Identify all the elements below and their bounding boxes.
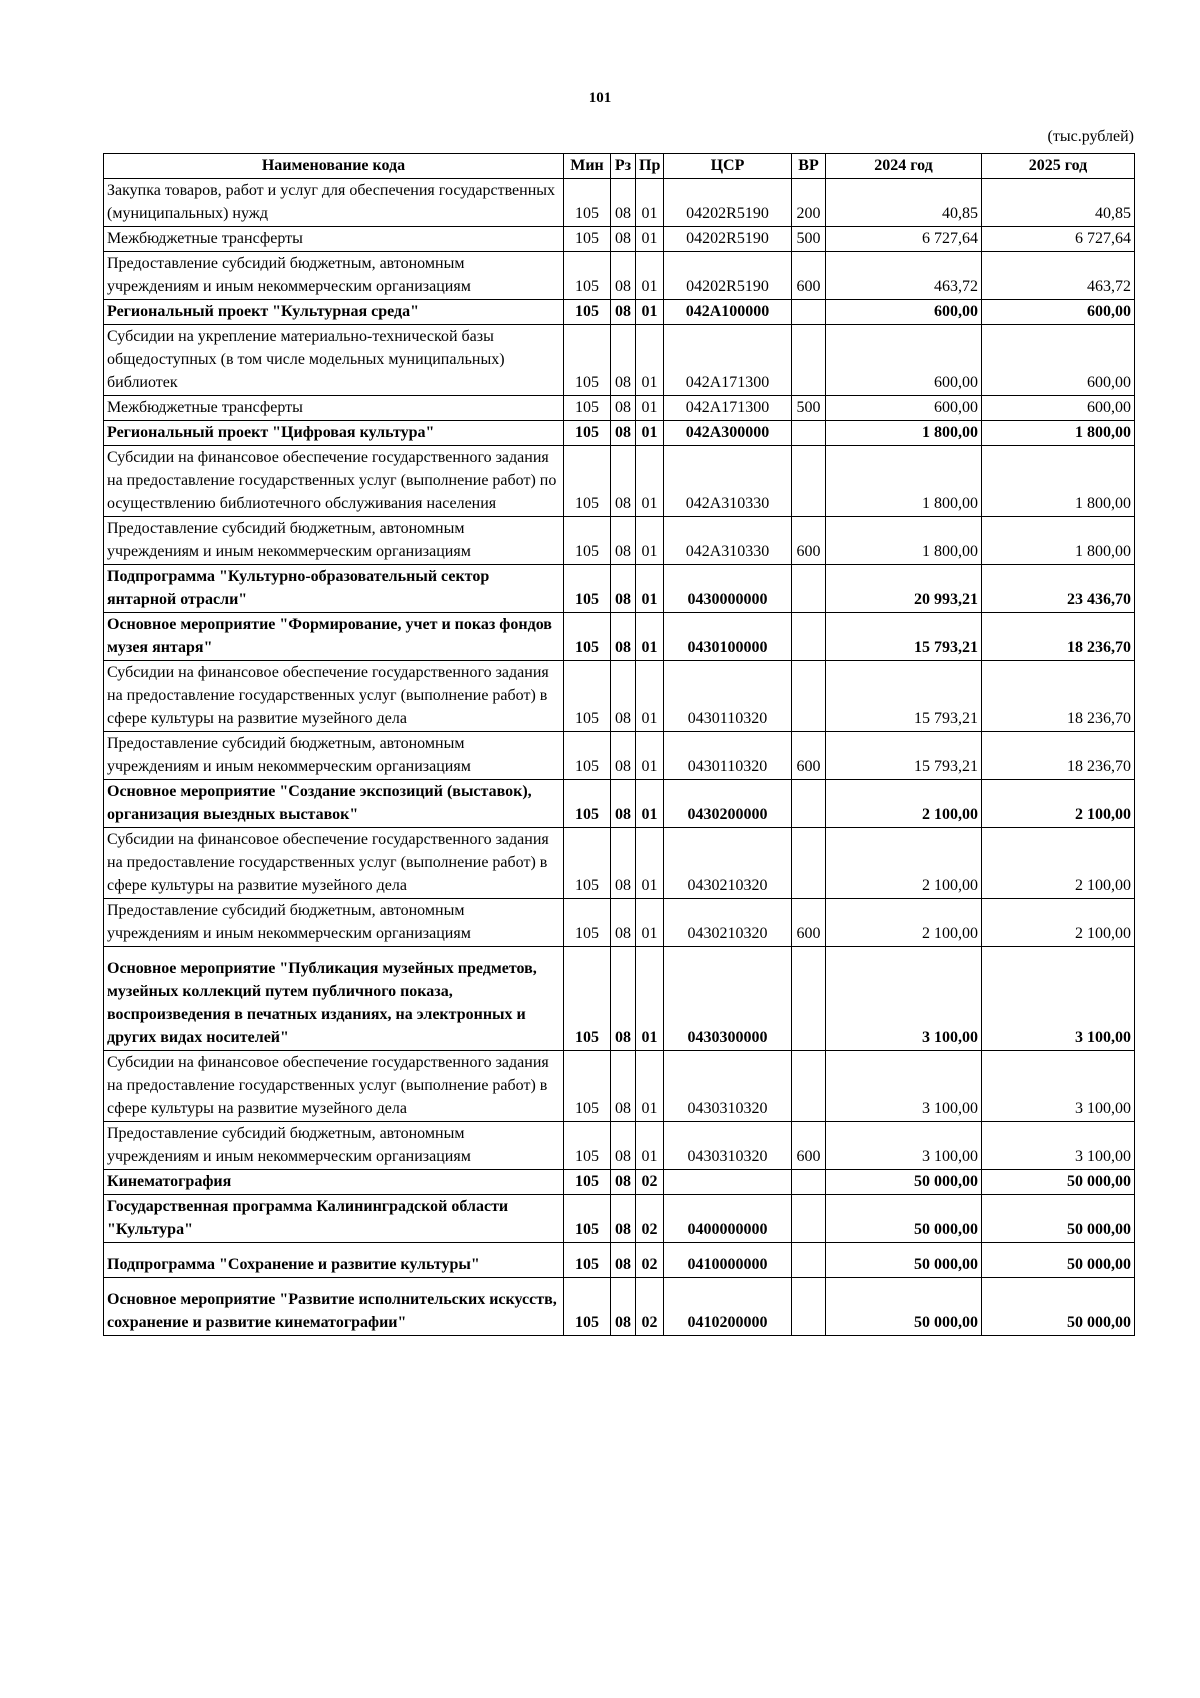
cell-rz: 08 [611, 1278, 636, 1336]
cell-2024: 15 793,21 [826, 732, 982, 780]
cell-vr: 600 [792, 1122, 826, 1170]
cell-2025: 2 100,00 [982, 780, 1135, 828]
cell-csr: 042A100000 [664, 300, 792, 325]
cell-pr: 01 [636, 661, 664, 732]
cell-name: Основное мероприятие "Развитие исполнительских искусств, сохранение и развитие кинематографии" [104, 1278, 564, 1336]
cell-2025: 2 100,00 [982, 828, 1135, 899]
cell-pr: 01 [636, 1122, 664, 1170]
cell-pr: 01 [636, 732, 664, 780]
cell-csr: 0430110320 [664, 732, 792, 780]
cell-name: Предоставление субсидий бюджетным, автономным учреждениям и иным некоммерческим организациям [104, 517, 564, 565]
cell-pr: 02 [636, 1278, 664, 1336]
cell-csr: 0410200000 [664, 1278, 792, 1336]
header-vr: ВР [792, 154, 826, 179]
cell-vr [792, 1243, 826, 1278]
cell-2024: 50 000,00 [826, 1278, 982, 1336]
cell-2024: 1 800,00 [826, 517, 982, 565]
cell-csr: 042A300000 [664, 421, 792, 446]
cell-rz: 08 [611, 517, 636, 565]
cell-min: 105 [564, 828, 611, 899]
cell-2024: 463,72 [826, 252, 982, 300]
cell-vr [792, 947, 826, 1051]
cell-2025: 3 100,00 [982, 1051, 1135, 1122]
cell-2025: 23 436,70 [982, 565, 1135, 613]
cell-name: Основное мероприятие "Формирование, учет и показ фондов музея янтаря" [104, 613, 564, 661]
cell-rz: 08 [611, 613, 636, 661]
table-row [104, 1051, 1135, 1122]
cell-csr: 042A171300 [664, 325, 792, 396]
cell-2025: 600,00 [982, 396, 1135, 421]
cell-name: Межбюджетные трансферты [104, 396, 564, 421]
cell-2025: 18 236,70 [982, 732, 1135, 780]
cell-vr [792, 780, 826, 828]
cell-vr [792, 446, 826, 517]
table-row [104, 899, 1135, 947]
cell-name: Закупка товаров, работ и услуг для обеспечения государственных (муниципальных) нужд [104, 179, 564, 227]
cell-2024: 40,85 [826, 179, 982, 227]
cell-2025: 18 236,70 [982, 661, 1135, 732]
cell-rz: 08 [611, 1122, 636, 1170]
header-name: Наименование кода [104, 154, 564, 179]
table-row [104, 325, 1135, 396]
cell-min: 105 [564, 179, 611, 227]
table-row [104, 1170, 1135, 1195]
header-min: Мин [564, 154, 611, 179]
cell-min: 105 [564, 227, 611, 252]
cell-min: 105 [564, 396, 611, 421]
table-row [104, 1278, 1135, 1336]
cell-min: 105 [564, 517, 611, 565]
cell-2024: 3 100,00 [826, 1122, 982, 1170]
cell-2025: 40,85 [982, 179, 1135, 227]
cell-min: 105 [564, 252, 611, 300]
cell-2024: 3 100,00 [826, 1051, 982, 1122]
table-row [104, 1195, 1135, 1243]
cell-rz: 08 [611, 446, 636, 517]
cell-name: Субсидии на финансовое обеспечение государственного задания на предоставление государственных услуг (выполнение работ) в сфере культуры на развитие музейного дела [104, 661, 564, 732]
cell-min: 105 [564, 1195, 611, 1243]
cell-rz: 08 [611, 227, 636, 252]
cell-2025: 50 000,00 [982, 1170, 1135, 1195]
cell-name: Субсидии на укрепление материально-технической базы общедоступных (в том числе модельных муниципальных) библиотек [104, 325, 564, 396]
table-row [104, 828, 1135, 899]
table-row [104, 179, 1135, 227]
cell-2024: 2 100,00 [826, 899, 982, 947]
cell-pr: 01 [636, 565, 664, 613]
table-row [104, 396, 1135, 421]
table-row [104, 947, 1135, 1051]
cell-rz: 08 [611, 252, 636, 300]
cell-vr [792, 1278, 826, 1336]
cell-2024: 600,00 [826, 300, 982, 325]
cell-2025: 50 000,00 [982, 1195, 1135, 1243]
cell-vr [792, 1195, 826, 1243]
table-row [104, 565, 1135, 613]
cell-csr: 04202R5190 [664, 252, 792, 300]
table-row [104, 732, 1135, 780]
cell-min: 105 [564, 1122, 611, 1170]
cell-pr: 02 [636, 1243, 664, 1278]
cell-name: Подпрограмма "Культурно-образовательный сектор янтарной отрасли" [104, 565, 564, 613]
cell-rz: 08 [611, 421, 636, 446]
cell-name: Предоставление субсидий бюджетным, автономным учреждениям и иным некоммерческим организациям [104, 899, 564, 947]
cell-pr: 01 [636, 780, 664, 828]
cell-vr [792, 1051, 826, 1122]
cell-rz: 08 [611, 565, 636, 613]
table-row [104, 613, 1135, 661]
cell-csr: 042A171300 [664, 396, 792, 421]
cell-rz: 08 [611, 947, 636, 1051]
cell-vr [792, 828, 826, 899]
header-rz: Рз [611, 154, 636, 179]
cell-name: Межбюджетные трансферты [104, 227, 564, 252]
cell-rz: 08 [611, 396, 636, 421]
cell-pr: 01 [636, 1051, 664, 1122]
cell-2024: 6 727,64 [826, 227, 982, 252]
cell-2024: 3 100,00 [826, 947, 982, 1051]
cell-2024: 2 100,00 [826, 828, 982, 899]
cell-pr: 01 [636, 396, 664, 421]
cell-name: Кинематография [104, 1170, 564, 1195]
cell-name: Основное мероприятие "Создание экспозиций (выставок), организация выездных выставок" [104, 780, 564, 828]
cell-2024: 2 100,00 [826, 780, 982, 828]
cell-rz: 08 [611, 899, 636, 947]
cell-pr: 01 [636, 613, 664, 661]
cell-2025: 50 000,00 [982, 1243, 1135, 1278]
cell-vr: 600 [792, 899, 826, 947]
cell-vr [792, 565, 826, 613]
cell-2025: 600,00 [982, 300, 1135, 325]
cell-pr: 01 [636, 899, 664, 947]
cell-min: 105 [564, 1170, 611, 1195]
cell-csr: 0400000000 [664, 1195, 792, 1243]
cell-rz: 08 [611, 1195, 636, 1243]
table-row [104, 517, 1135, 565]
cell-rz: 08 [611, 732, 636, 780]
cell-csr: 0430200000 [664, 780, 792, 828]
cell-vr: 600 [792, 252, 826, 300]
cell-vr [792, 661, 826, 732]
header-csr: ЦСР [664, 154, 792, 179]
table-row [104, 1122, 1135, 1170]
cell-csr: 0430210320 [664, 899, 792, 947]
cell-name: Субсидии на финансовое обеспечение государственного задания на предоставление государственных услуг (выполнение работ) в сфере культуры на развитие музейного дела [104, 828, 564, 899]
cell-vr [792, 1170, 826, 1195]
cell-rz: 08 [611, 1243, 636, 1278]
cell-pr: 01 [636, 300, 664, 325]
cell-csr: 04202R5190 [664, 227, 792, 252]
cell-2025: 3 100,00 [982, 1122, 1135, 1170]
cell-2024: 15 793,21 [826, 613, 982, 661]
table-row [104, 252, 1135, 300]
cell-2024: 600,00 [826, 325, 982, 396]
cell-min: 105 [564, 1243, 611, 1278]
cell-2024: 50 000,00 [826, 1243, 982, 1278]
page-number: 101 [588, 90, 612, 106]
cell-name: Региональный проект "Цифровая культура" [104, 421, 564, 446]
cell-min: 105 [564, 947, 611, 1051]
cell-min: 105 [564, 1051, 611, 1122]
cell-csr: 0430300000 [664, 947, 792, 1051]
table-row [104, 661, 1135, 732]
cell-2024: 50 000,00 [826, 1195, 982, 1243]
cell-name: Субсидии на финансовое обеспечение государственного задания на предоставление государственных услуг (выполнение работ) по осуществлению библиотечного обслуживания населения [104, 446, 564, 517]
table-header-row [104, 154, 1135, 179]
cell-pr: 01 [636, 947, 664, 1051]
cell-2024: 1 800,00 [826, 421, 982, 446]
cell-vr [792, 325, 826, 396]
cell-min: 105 [564, 421, 611, 446]
cell-vr: 600 [792, 517, 826, 565]
cell-2025: 1 800,00 [982, 446, 1135, 517]
cell-name: Предоставление субсидий бюджетным, автономным учреждениям и иным некоммерческим организациям [104, 1122, 564, 1170]
table-row [104, 227, 1135, 252]
cell-pr: 02 [636, 1170, 664, 1195]
cell-rz: 08 [611, 661, 636, 732]
cell-csr: 0430210320 [664, 828, 792, 899]
cell-min: 105 [564, 613, 611, 661]
cell-2025: 1 800,00 [982, 517, 1135, 565]
cell-name: Региональный проект "Культурная среда" [104, 300, 564, 325]
table-row [104, 446, 1135, 517]
cell-rz: 08 [611, 1051, 636, 1122]
cell-pr: 02 [636, 1195, 664, 1243]
cell-csr: 0410000000 [664, 1243, 792, 1278]
cell-2024: 15 793,21 [826, 661, 982, 732]
cell-2024: 50 000,00 [826, 1170, 982, 1195]
cell-min: 105 [564, 565, 611, 613]
cell-csr: 0430310320 [664, 1051, 792, 1122]
cell-2025: 463,72 [982, 252, 1135, 300]
cell-name: Субсидии на финансовое обеспечение государственного задания на предоставление государственных услуг (выполнение работ) в сфере культуры на развитие музейного дела [104, 1051, 564, 1122]
cell-csr: 0430110320 [664, 661, 792, 732]
cell-vr [792, 613, 826, 661]
cell-pr: 01 [636, 179, 664, 227]
cell-2025: 1 800,00 [982, 421, 1135, 446]
cell-2024: 1 800,00 [826, 446, 982, 517]
cell-rz: 08 [611, 179, 636, 227]
cell-rz: 08 [611, 780, 636, 828]
cell-vr [792, 421, 826, 446]
cell-rz: 08 [611, 828, 636, 899]
header-2025: 2025 год [982, 154, 1135, 179]
cell-min: 105 [564, 899, 611, 947]
cell-name: Предоставление субсидий бюджетным, автономным учреждениям и иным некоммерческим организациям [104, 252, 564, 300]
cell-rz: 08 [611, 300, 636, 325]
cell-name: Основное мероприятие "Публикация музейных предметов, музейных коллекций путем публичного показа, воспроизведения в печатных изданиях, на электронных и других видах носителей" [104, 947, 564, 1051]
cell-min: 105 [564, 300, 611, 325]
cell-pr: 01 [636, 421, 664, 446]
cell-min: 105 [564, 325, 611, 396]
cell-csr: 04202R5190 [664, 179, 792, 227]
cell-min: 105 [564, 661, 611, 732]
table-row [104, 1243, 1135, 1278]
cell-vr: 600 [792, 732, 826, 780]
cell-name: Государственная программа Калининградской области "Культура" [104, 1195, 564, 1243]
cell-2025: 600,00 [982, 325, 1135, 396]
cell-csr: 0430310320 [664, 1122, 792, 1170]
cell-csr [664, 1170, 792, 1195]
cell-rz: 08 [611, 325, 636, 396]
cell-2024: 20 993,21 [826, 565, 982, 613]
cell-pr: 01 [636, 325, 664, 396]
cell-pr: 01 [636, 517, 664, 565]
table-row [104, 780, 1135, 828]
cell-csr: 0430000000 [664, 565, 792, 613]
cell-2024: 600,00 [826, 396, 982, 421]
header-2024: 2024 год [826, 154, 982, 179]
cell-min: 105 [564, 780, 611, 828]
cell-2025: 18 236,70 [982, 613, 1135, 661]
cell-pr: 01 [636, 252, 664, 300]
table-row [104, 300, 1135, 325]
units-label: (тыс.рублей) [1047, 128, 1134, 145]
cell-2025: 50 000,00 [982, 1278, 1135, 1336]
cell-vr [792, 300, 826, 325]
cell-pr: 01 [636, 446, 664, 517]
cell-pr: 01 [636, 828, 664, 899]
cell-2025: 2 100,00 [982, 899, 1135, 947]
cell-2025: 3 100,00 [982, 947, 1135, 1051]
cell-vr: 500 [792, 396, 826, 421]
budget-table [103, 153, 1135, 1336]
cell-csr: 042A310330 [664, 517, 792, 565]
cell-vr: 500 [792, 227, 826, 252]
cell-rz: 08 [611, 1170, 636, 1195]
cell-name: Подпрограмма "Сохранение и развитие культуры" [104, 1243, 564, 1278]
cell-min: 105 [564, 732, 611, 780]
cell-min: 105 [564, 1278, 611, 1336]
cell-vr: 200 [792, 179, 826, 227]
cell-name: Предоставление субсидий бюджетным, автономным учреждениям и иным некоммерческим организациям [104, 732, 564, 780]
cell-pr: 01 [636, 227, 664, 252]
cell-csr: 0430100000 [664, 613, 792, 661]
cell-min: 105 [564, 446, 611, 517]
table-row [104, 421, 1135, 446]
cell-2025: 6 727,64 [982, 227, 1135, 252]
cell-csr: 042A310330 [664, 446, 792, 517]
header-pr: Пр [636, 154, 664, 179]
